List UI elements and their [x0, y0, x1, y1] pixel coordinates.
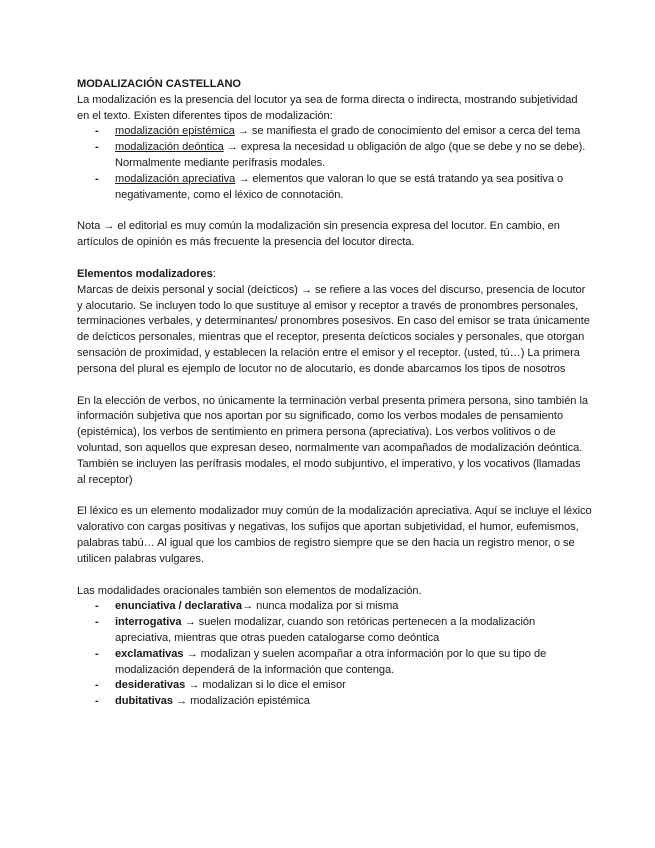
list-item	[77, 599, 592, 615]
modality-description: → modalizan y suelen acompañar a otra información por lo que su tipo de modalización dependerá de la información que contenga.	[115, 647, 547, 676]
note-paragraph: Nota → el editorial es muy común la modalización sin presencia expresa del locutor. En cambio, en artículos de opinión es más frecuente la presencia del locutor directa.	[77, 220, 560, 249]
dash-bullet: -	[95, 679, 99, 692]
spacer	[77, 378, 592, 394]
spacer	[77, 568, 592, 584]
elements-heading-suffix: :	[212, 267, 216, 280]
type-description: → se manifiesta el grado de conocimiento del emisor a cerca del tema	[234, 125, 581, 138]
spacer	[77, 251, 592, 267]
modality-description: → nunca modaliza por si misma	[242, 600, 399, 613]
modality-term: dubitativas	[115, 695, 174, 708]
modality-term: desiderativas	[115, 679, 186, 692]
type-term: modalización apreciativa	[115, 172, 236, 185]
dash-bullet: -	[95, 695, 99, 708]
list-item	[77, 124, 592, 140]
type-term: modalización epistémica	[115, 125, 235, 138]
dash-bullet: -	[95, 616, 99, 629]
modalization-types-list	[77, 124, 592, 203]
modality-term: exclamativas	[115, 647, 184, 660]
dash-bullet: -	[95, 141, 99, 154]
verbs-paragraph: En la elección de verbos, no únicamente la terminación verbal presenta primera persona, sino también la información subjetiva que nos aportan por su significado, como los verbos modales de pensamiento (epistémica), los verbos de sentimiento en primera persona (apreciativa). Los verbos volitivos o de voluntad, son aquellos que expresan deseo, normalmente van acompañados de modalización deóntica. También se incluyen las perífrasis modales, el modo subjuntivo, el imperativo, y los vocativos (llamadas al receptor)	[77, 394, 588, 486]
document-title: MODALIZACIÓN CASTELLANO	[77, 78, 242, 90]
list-item	[77, 678, 592, 694]
list-item	[77, 615, 592, 647]
elements-heading-text: Elementos modalizadores	[77, 267, 213, 280]
lexicon-paragraph: El léxico es un elemento modalizador muy común de la modalización apreciativa. Aquí se incluye el léxico valorativo con cargas positivas y negativas, los sufijos que aportan subjetividad, el humor, eufemismos, palabras tabú… Al igual que los cambios de registro siempre que se den hacia un registro menor, o se utilicen palabras vulgares.	[77, 505, 592, 565]
type-description: → expresa la necesidad u obligación de algo (que se debe y no se debe). Normalmente mediante perífrasis modales.	[115, 141, 586, 169]
dash-bullet: -	[95, 172, 99, 185]
spacer	[77, 488, 592, 504]
modality-description: → suelen modalizar, cuando son retóricas pertenecen a la modalización apreciativa, mientras que otras pueden catalogarse como deóntica	[115, 616, 536, 644]
elements-heading	[77, 267, 592, 283]
list-item	[77, 140, 592, 172]
list-item	[77, 647, 592, 679]
document-body	[77, 77, 592, 710]
list-item	[77, 694, 592, 710]
dash-bullet: -	[95, 125, 99, 138]
modality-description: → modalización epistémica	[173, 695, 310, 708]
deixis-paragraph: Marcas de deixis personal y social (deícticos) → se refiere a las voces del discurso, presencia de locutor y alocutario. Se incluyen todo lo que sustituye al emisor y receptor a través de pronombres personales, terminaciones verbales, y determinantes/ pronombres posesivos. En caso del emisor se trata únicamente de deícticos personales, mientras que el receptor, presenta deícticos sociales y personales, que otorgan sensación de proximidad, y establecen la relación entre el emisor y el receptor. (usted, tú…) La primera persona del plural es ejemplo de locutor no de alocutario, es donde abarcamos los tipos de nosotros	[77, 283, 590, 375]
modality-term: enunciativa / declarativa	[115, 600, 243, 613]
sentence-modalities-list	[77, 599, 592, 710]
intro-paragraph: La modalización es la presencia del locutor ya sea de forma directa o indirecta, mostrando subjetividad en el texto. Existen diferentes tipos de modalización:	[77, 93, 578, 122]
type-term: modalización deóntica	[115, 141, 224, 154]
modality-description: → modalizan si lo dice el emisor	[185, 679, 346, 692]
modalities-intro: Las modalidades oracionales también son elementos de modalización.	[77, 584, 422, 597]
type-description: → elementos que valoran lo que se está tratando ya sea positiva o negativamente, como el léxico de connotación.	[115, 172, 564, 201]
spacer	[77, 203, 592, 219]
dash-bullet: -	[95, 600, 99, 613]
list-item	[77, 172, 592, 204]
modality-term: interrogativa	[115, 616, 182, 629]
dash-bullet: -	[95, 647, 99, 660]
